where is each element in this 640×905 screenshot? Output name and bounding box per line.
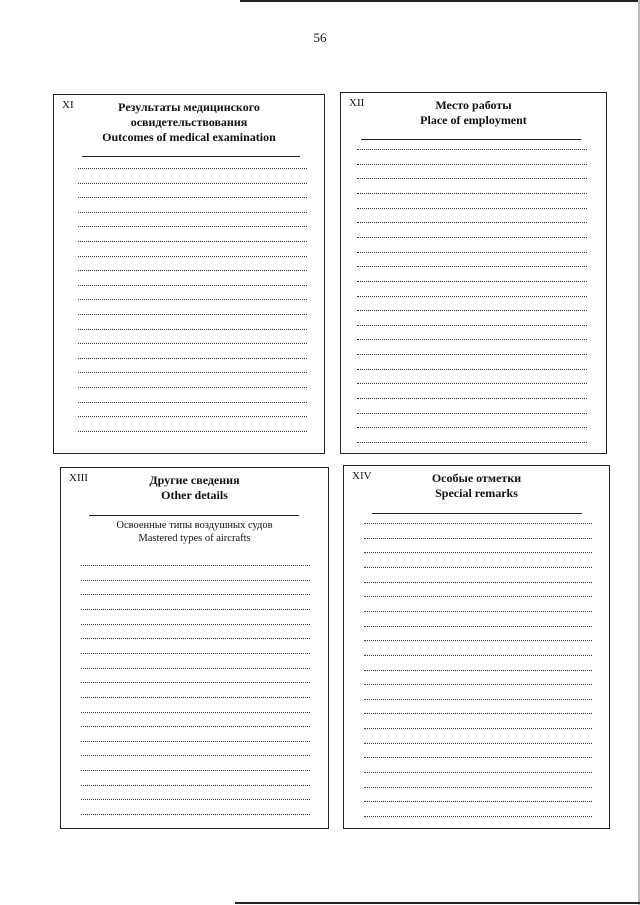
dotted-entry-line xyxy=(78,387,307,388)
dotted-entry-line xyxy=(364,538,592,539)
dotted-entry-line xyxy=(81,609,310,610)
panel-xiv-roman: XIV xyxy=(352,470,372,482)
panel-xii-title-en: Place of employment xyxy=(420,113,527,127)
dotted-entry-line xyxy=(78,285,307,286)
dotted-entry-line xyxy=(357,325,587,326)
panel-xiii-title-en: Other details xyxy=(161,488,228,502)
dotted-entry-line xyxy=(78,431,307,432)
dotted-entry-line xyxy=(78,314,307,315)
dotted-entry-line xyxy=(364,816,592,817)
panel-xi-roman: XI xyxy=(62,99,74,111)
panel-xi-heading-rule xyxy=(82,156,300,157)
panel-xiv-title-ru: Особые отметки xyxy=(431,471,522,485)
dotted-entry-line xyxy=(78,299,307,300)
dotted-entry-line xyxy=(78,168,307,169)
dotted-entry-line xyxy=(78,226,307,227)
dotted-entry-line xyxy=(78,358,307,359)
dotted-entry-line xyxy=(357,164,587,165)
dotted-entry-line xyxy=(364,801,592,802)
dotted-entry-line xyxy=(357,398,587,399)
dotted-entry-line xyxy=(364,596,592,597)
dotted-entry-line xyxy=(81,638,310,639)
dotted-entry-line xyxy=(81,755,310,756)
dotted-entry-line xyxy=(364,728,592,729)
dotted-entry-line xyxy=(78,197,307,198)
panel-xi-title-ru-1: Результаты медицинского xyxy=(118,100,260,114)
dotted-entry-line xyxy=(81,814,310,815)
dotted-entry-line xyxy=(81,682,310,683)
dotted-entry-line xyxy=(78,256,307,257)
panel-xii-title-ru: Место работы xyxy=(435,98,512,112)
dotted-entry-line xyxy=(364,655,592,656)
dotted-entry-line xyxy=(364,552,592,553)
dotted-entry-line xyxy=(81,785,310,786)
panel-xiv-title-en: Special remarks xyxy=(435,486,518,500)
dotted-entry-line xyxy=(364,787,592,788)
dotted-entry-line xyxy=(78,270,307,271)
panel-xi-title-en: Outcomes of medical examination xyxy=(102,130,276,144)
panel-xiii-title-ru: Другие сведения xyxy=(149,473,240,487)
dotted-entry-line xyxy=(78,372,307,373)
dotted-entry-line xyxy=(81,697,310,698)
dotted-entry-line xyxy=(357,208,587,209)
dotted-entry-line xyxy=(357,339,587,340)
dotted-entry-line xyxy=(364,640,592,641)
dotted-entry-line xyxy=(357,354,587,355)
panel-xiv-heading-rule xyxy=(372,513,582,514)
dotted-entry-line xyxy=(357,193,587,194)
dotted-entry-line xyxy=(357,413,587,414)
dotted-entry-line xyxy=(81,580,310,581)
dotted-entry-line xyxy=(364,757,592,758)
panel-xii-roman: XII xyxy=(349,97,365,109)
dotted-entry-line xyxy=(357,252,587,253)
dotted-entry-line xyxy=(364,567,592,568)
panel-xiii-subtitle-ru: Освоенные типы воздушных судов xyxy=(116,520,273,531)
top-edge-rule xyxy=(240,0,640,2)
page-number: 56 xyxy=(313,30,327,45)
dotted-entry-line xyxy=(364,670,592,671)
dotted-entry-line xyxy=(357,281,587,282)
dotted-entry-line xyxy=(357,237,587,238)
panel-xi-title-ru-2: освидетельствования xyxy=(130,115,248,129)
dotted-entry-line xyxy=(81,624,310,625)
dotted-entry-line xyxy=(357,296,587,297)
dotted-entry-line xyxy=(78,402,307,403)
dotted-entry-line xyxy=(364,772,592,773)
dotted-entry-line xyxy=(81,594,310,595)
panel-xii-heading-rule xyxy=(361,139,581,140)
dotted-entry-line xyxy=(81,770,310,771)
dotted-entry-line xyxy=(364,611,592,612)
dotted-entry-line xyxy=(364,523,592,524)
dotted-entry-line xyxy=(81,741,310,742)
dotted-entry-line xyxy=(78,212,307,213)
panel-xiii-subtitle-en: Mastered types of aircrafts xyxy=(138,533,251,544)
dotted-entry-line xyxy=(364,684,592,685)
dotted-entry-line xyxy=(364,582,592,583)
dotted-entry-line xyxy=(78,416,307,417)
dotted-entry-line xyxy=(357,310,587,311)
dotted-entry-line xyxy=(81,712,310,713)
dotted-entry-line xyxy=(81,799,310,800)
dotted-entry-line xyxy=(357,383,587,384)
dotted-entry-line xyxy=(78,329,307,330)
dotted-entry-line xyxy=(357,369,587,370)
dotted-entry-line xyxy=(81,668,310,669)
dotted-entry-line xyxy=(357,442,587,443)
dotted-entry-line xyxy=(364,626,592,627)
dotted-entry-line xyxy=(357,149,587,150)
dotted-entry-line xyxy=(357,222,587,223)
panel-xii-place-of-employment xyxy=(340,92,607,454)
dotted-entry-line xyxy=(364,743,592,744)
panel-xiv-special-remarks xyxy=(343,465,610,829)
panel-xi-medical-examination xyxy=(53,94,325,454)
panel-xiii-other-details xyxy=(60,467,329,829)
dotted-entry-line xyxy=(78,343,307,344)
dotted-entry-line xyxy=(81,653,310,654)
dotted-entry-line xyxy=(81,726,310,727)
dotted-entry-line xyxy=(78,183,307,184)
dotted-entry-line xyxy=(357,266,587,267)
panel-xiii-roman: XIII xyxy=(69,472,88,484)
dotted-entry-line xyxy=(357,178,587,179)
dotted-entry-line xyxy=(364,699,592,700)
bottom-edge-rule xyxy=(235,902,640,904)
dotted-entry-line xyxy=(81,565,310,566)
dotted-entry-line xyxy=(357,427,587,428)
panel-xiii-heading-rule xyxy=(89,515,299,516)
dotted-entry-line xyxy=(78,241,307,242)
dotted-entry-line xyxy=(364,713,592,714)
